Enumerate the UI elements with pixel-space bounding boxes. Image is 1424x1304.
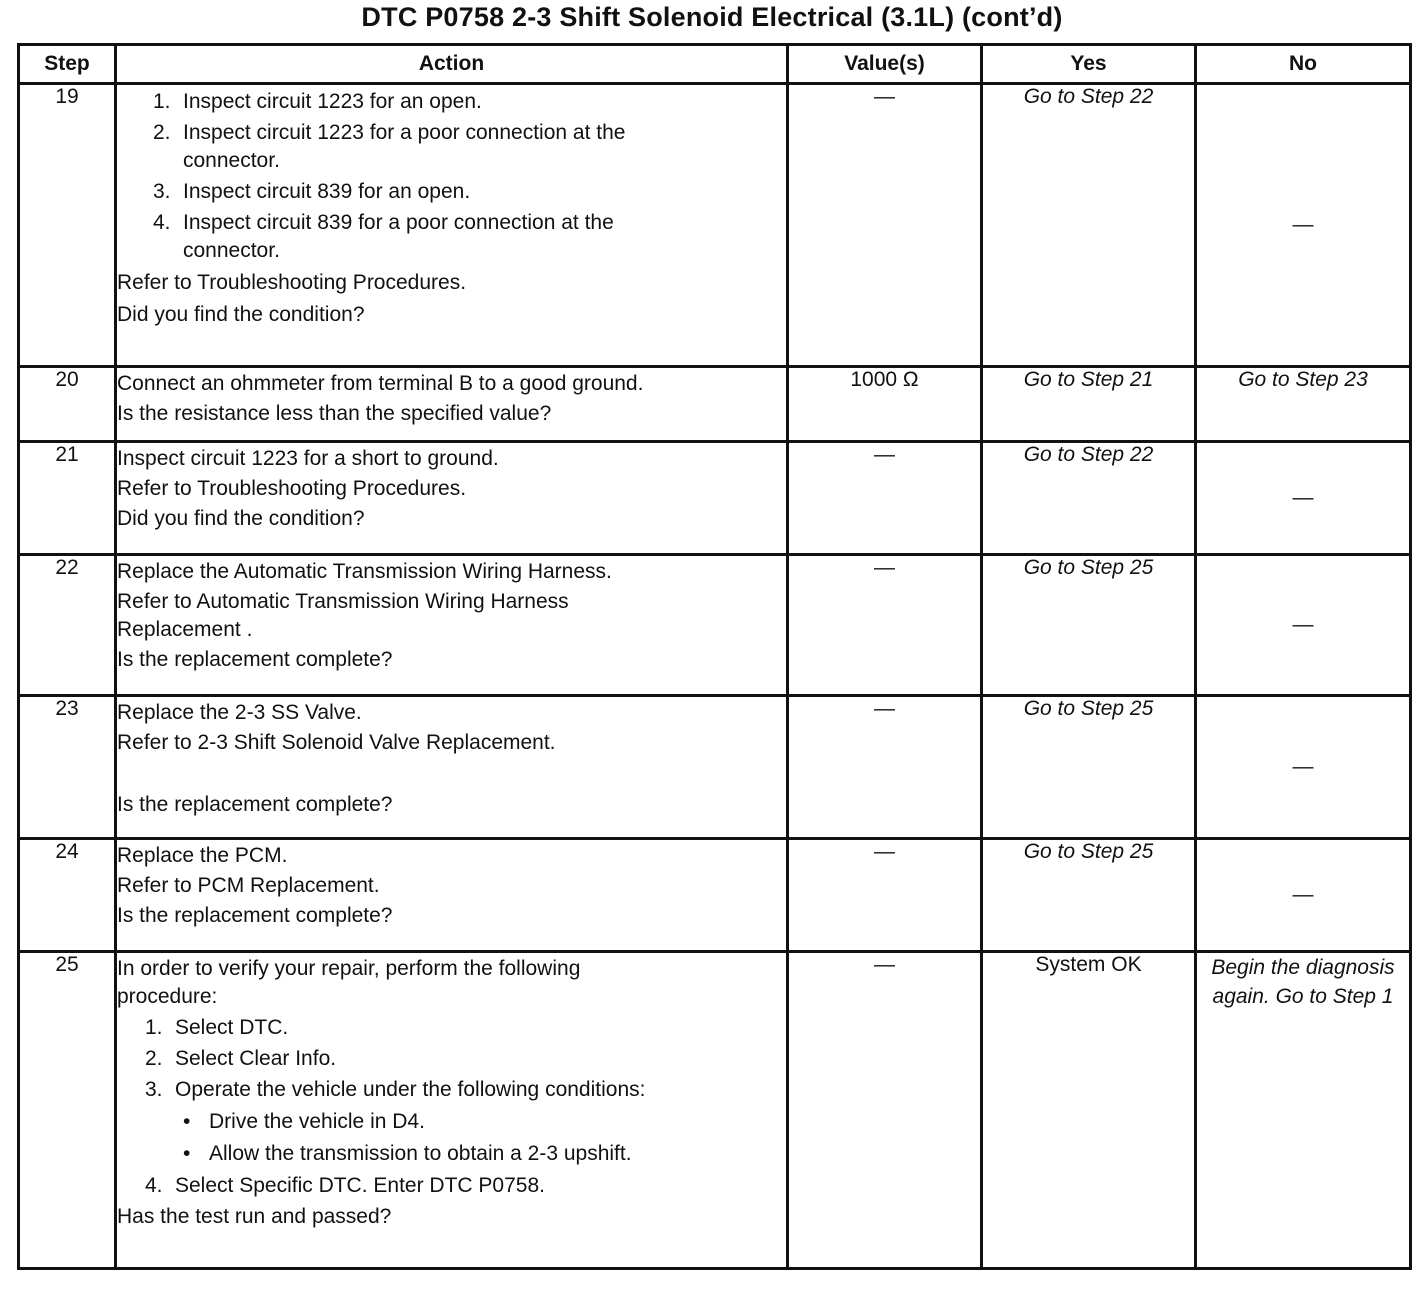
table-row-step-21 [19,442,1411,555]
action-cell [116,555,788,696]
list-text: Inspect circuit 839 for an open. [183,180,471,203]
list-number: 4. [153,211,171,234]
list-number: 4. [145,1174,163,1197]
table-header-row [19,45,1411,84]
list-number: 3. [153,180,171,203]
action-text: Refer to 2-3 Shift Solenoid Valve Replacement. [117,731,556,754]
action-text: Refer to PCM Replacement. [117,874,380,897]
no-cell [1196,84,1411,367]
yes-result: Go to Step 25 [1023,697,1154,720]
no-result: Begin the diagnosis again. Go to Step 1 [1211,956,1395,1008]
action-text: Replace the 2-3 SS Valve. [117,701,362,724]
action-question: Is the replacement complete? [117,793,393,816]
step-number: 22 [19,555,116,696]
yes-cell [982,84,1196,367]
no-cell [1196,952,1411,1269]
list-number: 1. [153,90,171,113]
yes-cell [982,367,1196,442]
yes-result: Go to Step 25 [1023,840,1154,863]
step-number: 20 [19,367,116,442]
action-text: Inspect circuit 1223 for a short to ground. [117,447,499,470]
list-text: Drive the vehicle in D4. [209,1110,425,1133]
value-cell: — [788,839,982,952]
table-row-step-24 [19,839,1411,952]
list-text: Operate the vehicle under the following conditions: [175,1078,646,1101]
list-item [145,1172,786,1200]
list-number: 3. [145,1078,163,1101]
header-step: Step [19,45,116,84]
no-cell [1196,555,1411,696]
yes-result: Go to Step 21 [1023,368,1154,391]
list-text: Allow the transmission to obtain a 2-3 upshift. [209,1142,632,1165]
list-text: Inspect circuit 1223 for an open. [183,90,482,113]
yes-result: Go to Step 22 [1023,85,1154,108]
step-number: 19 [19,84,116,367]
no-result: — [1292,486,1314,509]
step-number: 24 [19,839,116,952]
yes-cell [982,555,1196,696]
list-text: Inspect circuit 839 for a poor connection at the connector. [183,211,614,262]
action-question: Is the replacement complete? [117,648,393,671]
action-cell [116,696,788,839]
header-no: No [1196,45,1411,84]
value-cell: — [788,555,982,696]
yes-result: Go to Step 22 [1023,443,1154,466]
no-result: — [1292,755,1314,778]
header-action: Action [116,45,788,84]
no-result: Go to Step 23 [1238,368,1368,391]
action-question: Has the test run and passed? [117,1205,392,1228]
action-text: Refer to Automatic Transmission Wiring Harness Replacement . [117,590,569,641]
action-question: Did you find the condition? [117,303,365,326]
table-row-step-25 [19,952,1411,1269]
action-text: Refer to Troubleshooting Procedures. [117,271,467,294]
table-row-step-20 [19,367,1411,442]
action-cell [116,367,788,442]
list-item [145,1076,786,1104]
bullet: • [183,1110,191,1133]
list-text: Select Specific DTC. Enter DTC P0758. [175,1174,545,1197]
page-title: DTC P0758 2-3 Shift Solenoid Electrical (3.1L) (cont’d) [361,2,1063,32]
header-yes: Yes [982,45,1196,84]
header-value: Value(s) [788,45,982,84]
bullet-list [117,1108,786,1168]
yes-result: Go to Step 25 [1023,556,1154,579]
list-number: 2. [153,121,171,144]
list-item [145,1014,786,1042]
value-cell: 1000 Ω [788,367,982,442]
table-row-step-22 [19,555,1411,696]
list-item [153,119,786,175]
value-cell: — [788,696,982,839]
action-text: Replace the PCM. [117,844,288,867]
action-text: Connect an ohmmeter from terminal B to a good ground. [117,372,644,395]
yes-cell [982,696,1196,839]
list-item [183,1140,786,1168]
no-cell [1196,839,1411,952]
numbered-list [117,1172,786,1200]
no-cell [1196,442,1411,555]
numbered-list [117,1014,786,1104]
list-item [183,1108,786,1136]
table-row-step-19 [19,84,1411,367]
action-text: Replace the Automatic Transmission Wiring Harness. [117,560,612,583]
action-cell [116,952,788,1269]
no-result: — [1292,883,1314,906]
action-text: In order to verify your repair, perform the following procedure: [117,957,581,1008]
list-text: Select Clear Info. [175,1047,337,1070]
value-cell: — [788,952,982,1269]
no-cell [1196,696,1411,839]
yes-result: System OK [1035,953,1142,976]
action-cell [116,84,788,367]
diagnostic-table [17,43,1412,1270]
list-number: 2. [145,1047,163,1070]
bullet: • [183,1142,191,1165]
list-item [153,209,786,265]
numbered-list [117,88,786,265]
value-cell: — [788,442,982,555]
action-cell [116,839,788,952]
step-number: 23 [19,696,116,839]
table-row-step-23 [19,696,1411,839]
action-question: Did you find the condition? [117,507,365,530]
no-cell [1196,367,1411,442]
step-number: 25 [19,952,116,1269]
list-item [153,88,786,116]
no-result: — [1292,213,1314,236]
yes-cell [982,839,1196,952]
list-text: Select DTC. [175,1016,289,1039]
step-number: 21 [19,442,116,555]
action-question: Is the resistance less than the specified value? [117,402,552,425]
action-cell [116,442,788,555]
no-result: — [1292,613,1314,636]
yes-cell [982,442,1196,555]
yes-cell [982,952,1196,1269]
list-number: 1. [145,1016,163,1039]
action-question: Is the replacement complete? [117,904,393,927]
list-item [153,178,786,206]
list-item [145,1045,786,1073]
list-text: Inspect circuit 1223 for a poor connection at the connector. [183,121,626,172]
action-text: Refer to Troubleshooting Procedures. [117,477,467,500]
value-cell: — [788,84,982,367]
